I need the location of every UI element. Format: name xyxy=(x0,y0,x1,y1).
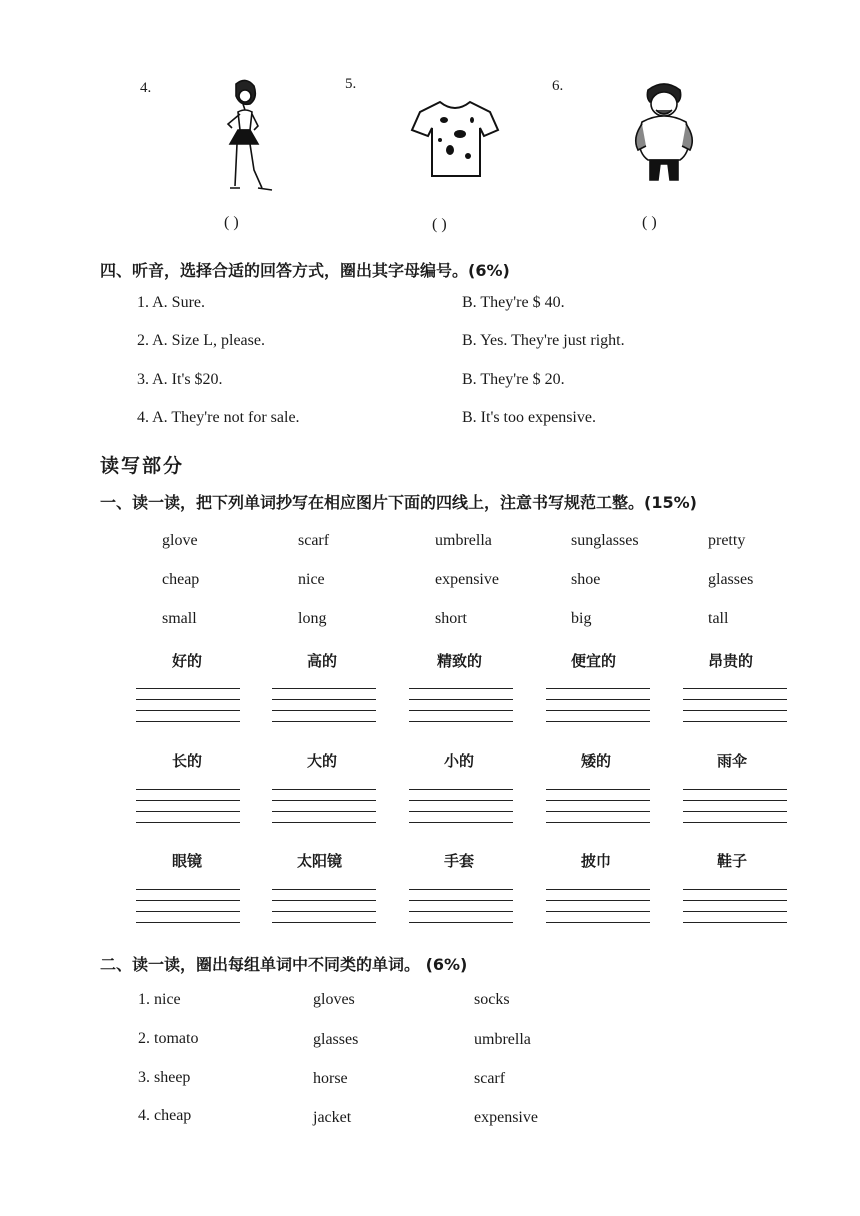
four-line-1-3[interactable] xyxy=(409,688,513,724)
cn-label-small: 小的 xyxy=(444,752,475,770)
group2-word2[interactable]: glasses xyxy=(313,1031,359,1048)
group1-word2[interactable]: gloves xyxy=(313,991,355,1008)
four-line-1-4[interactable] xyxy=(546,688,650,724)
fat-man-icon xyxy=(628,80,700,188)
group3-word1[interactable]: 3. sheep xyxy=(138,1069,191,1086)
four-line-1-2[interactable] xyxy=(272,688,376,724)
word-nice: nice xyxy=(298,571,325,588)
q3-option-a[interactable]: 3. A. It's $20. xyxy=(137,371,223,388)
word-tall: tall xyxy=(708,610,729,627)
cn-label-tall: 高的 xyxy=(307,652,338,670)
group3-word3[interactable]: scarf xyxy=(474,1070,506,1087)
four-line-3-5[interactable] xyxy=(683,889,787,925)
picture-number-6: 6. xyxy=(552,78,564,94)
picture-number-4: 4. xyxy=(140,80,152,96)
dirty-tshirt-icon xyxy=(410,94,500,180)
cn-label-glasses: 眼镜 xyxy=(172,852,203,870)
girl-figure-icon xyxy=(210,78,285,196)
cn-label-short: 矮的 xyxy=(581,752,612,770)
section4-title: 四、听音，选择合适的回答方式，圈出其字母编号。(6%) xyxy=(100,261,510,280)
cn-label-expensive: 昂贵的 xyxy=(708,652,754,670)
word-umbrella: umbrella xyxy=(435,532,492,549)
four-line-1-1[interactable] xyxy=(136,688,240,724)
group2-word1[interactable]: 2. tomato xyxy=(138,1030,199,1047)
four-line-3-2[interactable] xyxy=(272,889,376,925)
answer-parens-6[interactable]: ( ) xyxy=(642,214,657,231)
cn-label-delicate: 精致的 xyxy=(437,652,483,670)
group4-word3[interactable]: expensive xyxy=(474,1109,538,1126)
four-line-3-3[interactable] xyxy=(409,889,513,925)
word-sunglasses: sunglasses xyxy=(571,532,639,549)
word-pretty: pretty xyxy=(708,532,746,549)
four-line-2-4[interactable] xyxy=(546,789,650,825)
word-glasses: glasses xyxy=(708,571,754,588)
q4-option-b[interactable]: B. It's too expensive. xyxy=(462,409,596,426)
group1-word1[interactable]: 1. nice xyxy=(138,991,181,1008)
four-line-2-3[interactable] xyxy=(409,789,513,825)
four-line-2-2[interactable] xyxy=(272,789,376,825)
group2-word3[interactable]: umbrella xyxy=(474,1031,531,1048)
word-glove: glove xyxy=(162,532,198,549)
reading-writing-title: 读写部分 xyxy=(100,455,185,477)
word-long: long xyxy=(298,610,327,627)
four-line-2-5[interactable] xyxy=(683,789,787,825)
group4-word1[interactable]: 4. cheap xyxy=(138,1107,192,1124)
word-short: short xyxy=(435,610,467,627)
cn-label-glove: 手套 xyxy=(444,852,475,870)
cn-label-long: 长的 xyxy=(172,752,203,770)
cn-label-shoe: 鞋子 xyxy=(717,852,748,870)
word-expensive: expensive xyxy=(435,571,499,588)
group4-word2[interactable]: jacket xyxy=(313,1109,352,1126)
four-line-3-1[interactable] xyxy=(136,889,240,925)
cn-label-good: 好的 xyxy=(172,652,203,670)
word-cheap: cheap xyxy=(162,571,200,588)
word-big: big xyxy=(571,610,592,627)
four-line-3-4[interactable] xyxy=(546,889,650,925)
picture-number-5: 5. xyxy=(345,76,357,92)
group1-word3[interactable]: socks xyxy=(474,991,510,1008)
word-shoe: shoe xyxy=(571,571,601,588)
part1-title: 一、读一读，把下列单词抄写在相应图片下面的四线上，注意书写规范工整。(15%) xyxy=(100,493,697,512)
answer-parens-4[interactable]: ( ) xyxy=(224,214,239,231)
word-small: small xyxy=(162,610,197,627)
cn-label-big: 大的 xyxy=(307,752,338,770)
q2-option-b[interactable]: B. Yes. They're just right. xyxy=(462,332,625,349)
q3-option-b[interactable]: B. They're $ 20. xyxy=(462,371,565,388)
four-line-2-1[interactable] xyxy=(136,789,240,825)
answer-parens-5[interactable]: ( ) xyxy=(432,216,447,233)
q1-option-a[interactable]: 1. A. Sure. xyxy=(137,294,205,311)
q2-option-a[interactable]: 2. A. Size L, please. xyxy=(137,332,265,349)
word-scarf: scarf xyxy=(298,532,330,549)
group3-word2[interactable]: horse xyxy=(313,1070,348,1087)
cn-label-umbrella: 雨伞 xyxy=(717,752,748,770)
cn-label-scarf: 披巾 xyxy=(581,852,612,870)
cn-label-cheap: 便宜的 xyxy=(571,652,617,670)
q1-option-b[interactable]: B. They're $ 40. xyxy=(462,294,565,311)
four-line-1-5[interactable] xyxy=(683,688,787,724)
part2-title: 二、读一读，圈出每组单词中不同类的单词。 (6%) xyxy=(100,955,468,974)
cn-label-sunglasses: 太阳镜 xyxy=(297,852,343,870)
q4-option-a[interactable]: 4. A. They're not for sale. xyxy=(137,409,300,426)
